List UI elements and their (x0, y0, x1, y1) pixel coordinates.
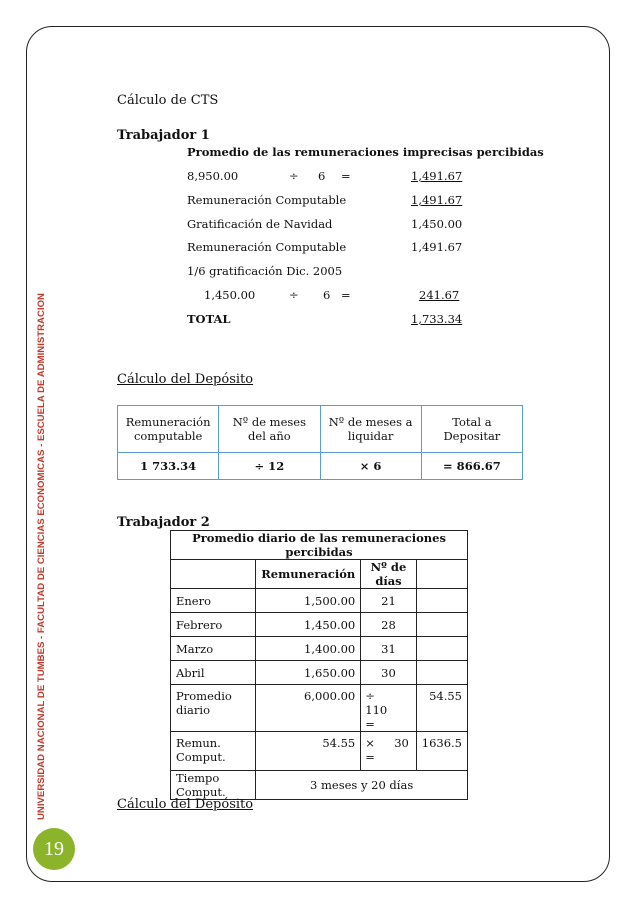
tiempo-value: 3 meses y 20 días (256, 771, 468, 800)
w1-row2-label: Remuneración Computable (187, 193, 347, 207)
w1-row6-divisor: 6 (323, 288, 331, 302)
deposit-cell-divisor: ÷ 12 (219, 453, 320, 480)
w1-row4-value: 1,491.67 (411, 240, 463, 254)
w1-row4-label: Remuneración Computable (187, 240, 347, 254)
deposit-header-remuneracion: Remuneración computable (118, 406, 219, 453)
col-header-remuneracion: Remuneración (256, 560, 361, 589)
table-row (171, 613, 468, 637)
side-institution-text: UNIVERSIDAD NACIONAL DE TUMBES - FACULTAD DE CIENCIAS ECONOMICAS - ESCUELA DE ADMINISTRACION (36, 293, 47, 820)
deposit-cell-total: = 866.67 (421, 453, 522, 480)
w1-row1-divisor: 6 (318, 169, 326, 183)
w1-row6-amount: 1,450.00 (204, 288, 256, 302)
w1-row1-result: 1,491.67 (411, 169, 463, 183)
worker2-table-title: Promedio diario de las remuneraciones percibidas (171, 531, 468, 560)
deposit-header-meses-anio: Nº de meses del año (219, 406, 320, 453)
w1-row6-op: ÷ (289, 288, 299, 302)
w1-row5-label: 1/6 gratificación Dic. 2005 (187, 264, 343, 278)
w1-row6-result: 241.67 (419, 288, 460, 302)
empty-cell (416, 560, 467, 589)
remun-label: Remun. Comput. (171, 732, 256, 771)
avg-operation (361, 685, 416, 732)
month-label: Febrero (171, 613, 256, 637)
avg-amount: 6,000.00 (256, 685, 361, 732)
table-row (171, 589, 468, 613)
table-row (171, 637, 468, 661)
cts-title: Cálculo de CTS (117, 93, 219, 108)
avg-eq: = (365, 717, 375, 731)
avg-label: Promedio diario (171, 685, 256, 732)
table-row-promedio (171, 685, 468, 732)
month-days: 28 (361, 613, 416, 637)
table-row-tiempo (171, 771, 468, 800)
remun-op: × (365, 736, 375, 750)
empty-cell (416, 589, 467, 613)
empty-cell (416, 661, 467, 685)
month-label: Enero (171, 589, 256, 613)
w1-row1-eq: = (341, 169, 351, 183)
month-amount: 1,400.00 (256, 637, 361, 661)
w1-row1-op: ÷ (289, 169, 299, 183)
month-days: 31 (361, 637, 416, 661)
remun-operation (361, 732, 416, 771)
deposit-table (117, 405, 523, 480)
empty-cell (416, 613, 467, 637)
remun-days: 30 (394, 736, 409, 750)
w1-row3-value: 1,450.00 (411, 217, 463, 231)
worker1-subtitle: Promedio de las remuneraciones imprecisas percibidas (187, 145, 544, 159)
month-amount: 1,450.00 (256, 613, 361, 637)
col-header-dias: Nº de días (361, 560, 416, 589)
month-amount: 1,650.00 (256, 661, 361, 685)
avg-result: 54.55 (416, 685, 467, 732)
month-amount: 1,500.00 (256, 589, 361, 613)
w1-total-label: TOTAL (187, 312, 231, 326)
avg-op: ÷ (365, 689, 375, 703)
month-label: Marzo (171, 637, 256, 661)
deposit-header-total: Total a Depositar (421, 406, 522, 453)
deposit-header-meses-liquidar: Nº de meses a liquidar (320, 406, 421, 453)
worker2-title: Trabajador 2 (117, 515, 210, 530)
deposit-cell-remuneracion: 1 733.34 (118, 453, 219, 480)
page-number-badge: 19 (33, 828, 75, 870)
w1-row1-amount: 8,950.00 (187, 169, 239, 183)
w1-row2-value: 1,491.67 (411, 193, 463, 207)
empty-cell (416, 637, 467, 661)
avg-days: 110 (365, 703, 388, 717)
month-days: 21 (361, 589, 416, 613)
remun-eq: = (365, 750, 375, 764)
table-row (171, 661, 468, 685)
deposit-title-2: Cálculo del Depósito (117, 797, 254, 812)
deposit-title-1: Cálculo del Depósito (117, 372, 254, 387)
deposit-cell-multiplier: × 6 (320, 453, 421, 480)
w1-row3-label: Gratificación de Navidad (187, 217, 333, 231)
table-row-remun (171, 732, 468, 771)
empty-cell (171, 560, 256, 589)
worker1-title: Trabajador 1 (117, 128, 210, 143)
w1-row6-eq: = (341, 288, 351, 302)
tiempo-label: Tiempo Comput. (171, 771, 256, 800)
month-label: Abril (171, 661, 256, 685)
w1-total-value: 1,733.34 (411, 312, 463, 326)
month-days: 30 (361, 661, 416, 685)
remun-amount: 54.55 (256, 732, 361, 771)
worker2-table (170, 530, 468, 800)
remun-result: 1636.5 (416, 732, 467, 771)
